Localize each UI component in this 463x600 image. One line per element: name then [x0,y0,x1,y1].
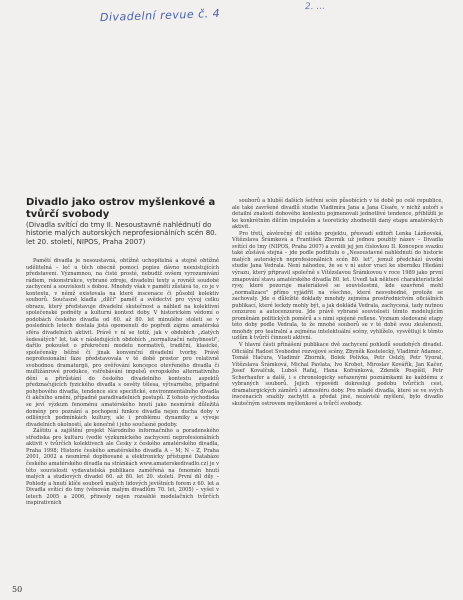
left-paragraph-2: Záštitu a zajištění projekt Národního informačního a poradenského střediska pro kulturu (vedle výzkumického zachycení neprofesionálních aktivit v tvůrčích kolektivech ale Česky z českého amatérského divadla, Praha 1998; Historie českého amatérského divadla A – M; N – Z, Praha 2001, 2002 a nesmírně doplňované a elektronicky přístupné Databáze českého amatérského divadla na stránkách www.amaterskedivadlo.cz) je v této souvislosti vydavatelská publikace zaměřená na fenomén hnutí malých a studiových divadel 60. až 80. let 20. století. První díl díly – Pohledy a hnutí klíče souborů malých lidových jevištních forem z 60. let a Divadla svítící do tmy (věnován malým divadlům 70. let, 2005) – vyšel v letech 2005 a 2006, přinesly nejen rozsáhlé modelačních tvůrčích inspirativních [26,428,219,507]
right-paragraph-1: souborů a hlubší dalších šetření scén působících v té době po celé republice, ale také završené divadlů studie Vladimíra Jana a Jana Císaře, v nichž autoři s detailní znalostí dobového kontextu pojmenovali jednotlivé tendence, přiblížili je ke konkrétním dílčím impulsům a teoreticky zhodnotili daný etapu amatérských aktivit. [232,198,443,231]
article-subtitle: (Divadla svítící do tmy II. Nesoustavné nahlédnutí do historie malých autorských neprofesionálních scén 80. let 20. století, NIPOS, Praha 2007) [26,221,217,246]
article-title-block [26,197,224,246]
left-column [26,258,219,507]
handwritten-note: Divadelní revue č. 4 [99,6,221,25]
right-paragraph-2: Pro třetí, závěrečný díl celého projektu, přesvadí editoři Lenka Lázňovská, Vítězslava Šrámková a František Zborník už jednou použitý název – Divadla svítící do tmy (NIPOS, Praha 2007) a zvolili jej jen číslovkou II. Koncepce svazku také zůstává stejná – jde podle podtitulu o „Nesoustavné nahlédnutí do historie malých autorských neprofesionálních scén 80. let", jemuž předchází úvodní studie Jana Vedrala. Není náhodou, že se v ní autor vrací ke sborníku Hledání výrazu, který připravil společně s Vítězslavou Šrámkovou v roce 1989 jako první zmapování stavu amatérského divadla 80. let. Uvedl tak některé charakteristické rysy, které pozoruje materiálově se souvislostmi, kde uzavřeně mohl „normalizace" přímo vyjádřit na všechno, které nesvobodné, protože se zachovaly. Jde o důležité doklady mnohdy zejména prostřednictvím oficiálních publikací, které leckdy mohly být, a jak dokládá Vedrala, zachycená, tady nutnou cenzurou a autocenzurou. Jde právě vybrané souvislosti těmto modelujícím proměnám politických poměrů a s nimi spojené reflexe. Vyznam sledované etapy této doby podle Vedrala, to že mnohé souborů se v té době svou zkušeností, mnohdy pro teatralní a zejména intelektuální scény, vyhlíželo, vysvětlují k těmto uzlům k tvůrčí činnosti aktivní. [232,230,443,342]
handwritten-note-right: 2. ... [304,1,326,13]
page-number: 50 [12,585,23,594]
left-paragraph-1: Pamětí divadla je nesoustavná, obtížně uchopitelná a stejně obtížně udělitelná – leč u těch obecně pomocí popisu dávno neexistujících představení. Významnou, na čisté prosté, nebudiž ovšem vyrozumívání rádiem, rekonstrukce, vybrané zdroje, divadelní texty a rovněž soudobé zachycení a souvislosti s dobou. Mnohdy však v paměti zůstává to, co je v kontextu, v němž existovala na které inscenace či působil kolektiv souborů. Současně kladla „dílčí" paměť a svědectví pro vývoj celku obrazu, který představuje divadelní skutečnost a náhled na kolektivní společenské podněty a kulturní kontext doby. V historickém vědomí o podobách českého divadla od 60. až 80. let minulého století se v posledních letech dostala jistá opomenutí do popředí zájmu amatérská sféra divadelních aktivit. Právě v ní se totiž, jak v obdobích „zlatých šedesátých" let, tak v následujících obdobích „normalizační nehybnosti", dařilo pokoušet o překročení modelu normativů, tradiční, klasické, společensky běžné či jinak konvenční divadelní tvorby. Právě neprofesionální fáze představovala v té době prostor pro relativně svobodnou dramaturgii, pro ověřování koncepce otevřeného divadla či multižánrové produkce, vstřebávání impulsů evropského alternativního dění a přirůstání do českého divadelního kontextu aspektů předznačujících fyzického divadla s osvěty tělesa, výtvarného, případně pohybového divadla, tendence sice specifické, environmentálního divadla či akčního umění, případně paradivadelních postupů. Z tohoto východiska se jeví výzkum fenoménu amatérského hnutí jako nesmírně důležitá domény pro poznání a pochopení funkce divadla nejen ducha doby v odlišných podmínkách kultury, ale i problému dynamiky a vývoje divadelních okolností, ale konečně i jeho současné podoby. [26,258,219,428]
right-paragraph-3: V hlavní části přinášení publikace dvě zachycení pohledů soudobých divadel. Oficiální Radost Svobodné rozvojové scény, Zbyněk Kostelecký, Vladimír Adamec, Tomáš Hačura, Vladimír Zborník, Bolek Polívka, Petr Oslzlý, Petr Vyoral, Vítězslava Šrámková, Michal Pavlata, Ivo Krobot, Miroslav Kovářík, Jan Kačer, Josef Kovalčuk, Luboš Rafaj, Hana Kofránková, Zdeněk Pospíšil, Petr Scherhaufer a další, i s chronologicky seřazenými poznámkami ke každému z vybraných souborů. Jejich výpovědi dokreslují podobu tvůrčích cest, dramaturgických záměrů i atmosféru doby. Pro mladé divadla, které se ve svých inscenacích snažily zachytit a předat jiné, nezávislé myšlení, bylo divadlo skutečným ostrovem myšlenkové a tvůrčí svobody. [232,342,443,407]
article-title: Divadlo jako ostrov myšlenkové a tvůrčí svobody [26,197,216,220]
right-column [232,198,443,408]
